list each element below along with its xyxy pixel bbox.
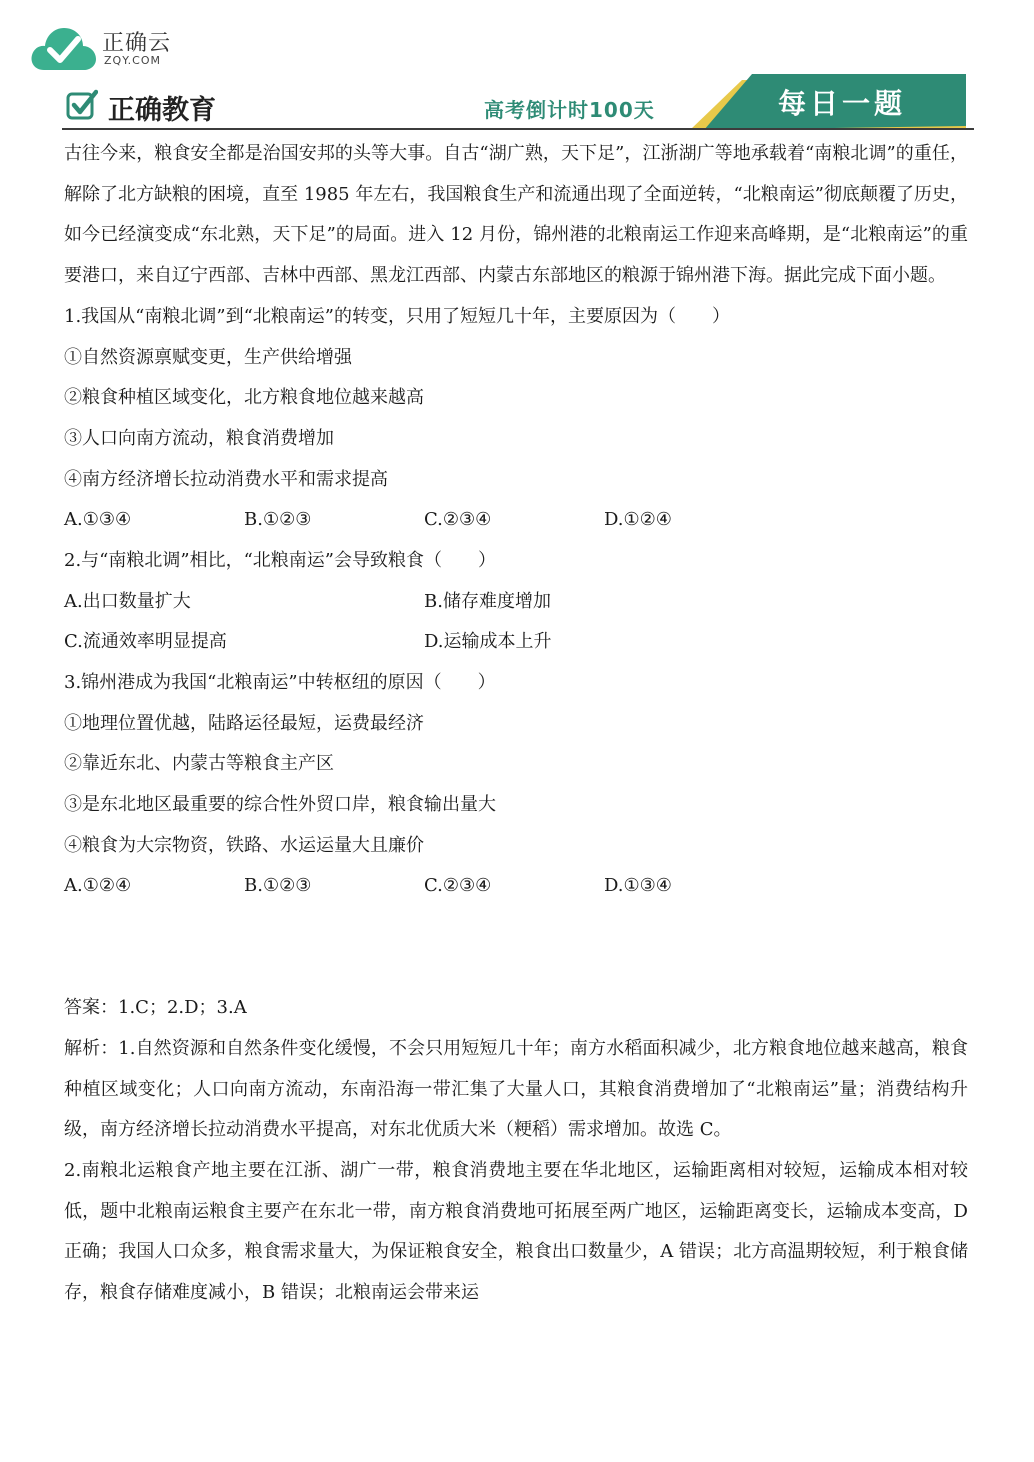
- header-divider: [62, 128, 974, 130]
- intro-passage: 古往今来，粮食安全都是治国安邦的头等大事。自古“湖广熟，天下足”，江浙湖广等地承载着“南粮北调”的重任，解除了北方缺粮的困境，直至 1985 年左右，我国粮食生产和流通出现了全面逆转，“北粮南运”彻底颠覆了历史，如今已经演变成“东北熟，天下足”的局面。进入 12 月份，锦州港的北粮南运工作迎来高峰期，是“北粮南运”的重要港口，来自辽宁西部、吉林中西部、黑龙江西部、内蒙古东部地区的粮源于锦州港下海。据此完成下面小题。: [64, 143, 968, 287]
- question-content: [64, 134, 968, 1314]
- question-1-item: ③人口向南方流动，粮食消费增加: [64, 427, 334, 449]
- option-c: C.流通效率明显提高: [64, 631, 227, 653]
- option-a: A.出口数量扩大: [64, 590, 191, 612]
- question-1-item: ①自然资源禀赋变更，生产供给增强: [64, 346, 352, 368]
- question-3-item: ④粮食为大宗物资，铁路、水运运量大且廉价: [64, 834, 424, 856]
- question-1-item: ②粮食种植区域变化，北方粮食地位越来越高: [64, 387, 424, 409]
- countdown-label: 高考倒计时100天: [484, 98, 655, 122]
- option-b: B.储存难度增加: [424, 590, 551, 612]
- answer-line: 答案：1.C；2.D；3.A: [64, 997, 247, 1019]
- ribbon-title: 每日一题: [778, 87, 907, 120]
- checkbox-icon: [66, 88, 98, 120]
- option-a: A.①②④: [64, 875, 132, 897]
- question-3-options: [64, 866, 968, 907]
- question-3-item: ①地理位置优越，陆路运径最短，运费最经济: [64, 712, 424, 734]
- option-b: B.①②③: [244, 509, 312, 531]
- question-1-stem: 1.我国从“南粮北调”到“北粮南运”的转变，只用了短短几十年，主要原因为（ ）: [64, 305, 730, 327]
- option-d: D.运输成本上升: [424, 631, 552, 653]
- question-2-options: [64, 622, 968, 663]
- question-1-options: [64, 500, 968, 541]
- question-3-item: ②靠近东北、内蒙古等粮食主产区: [64, 753, 334, 775]
- option-a: A.①③④: [64, 509, 132, 531]
- option-b: B.①②③: [244, 875, 312, 897]
- analysis-paragraph: 2.南粮北运粮食产地主要在江浙、湖广一带，粮食消费地主要在华北地区，运输距离相对较短，运输成本相对较低，题中北粮南运粮食主要产在东北一带，南方粮食消费地可拓展至两广地区，运输距离变长，运输成本变高，D 正确；我国人口众多，粮食需求量大，为保证粮食安全，粮食出口数量少，A 错误；北方高温期较短，利于粮食储存，粮食存储难度减小，B 错误；北粮南运会带来运: [64, 1159, 968, 1304]
- option-d: D.①③④: [604, 875, 672, 897]
- question-3-item: ③是东北地区最重要的综合性外贸口岸，粮食输出量大: [64, 794, 496, 816]
- brand-name: 正确教育: [108, 95, 216, 126]
- zqy-logo: [30, 22, 180, 74]
- question-1-item: ④南方经济增长拉动消费水平和需求提高: [64, 468, 388, 490]
- option-c: C.②③④: [424, 875, 492, 897]
- option-c: C.②③④: [424, 509, 492, 531]
- question-2-stem: 2.与“南粮北调”相比，“北粮南运”会导致粮食（ ）: [64, 549, 496, 571]
- analysis-paragraph: 解析：1.自然资源和自然条件变化缓慢，不会只用短短几十年；南方水稻面积减少，北方粮食地位越来越高，粮食种植区域变化；人口向南方流动，东南沿海一带汇集了大量人口，其粮食消费增加了“北粮南运”量；消费结构升级，南方经济增长拉动消费水平提高，对东北优质大米（粳稻）需求增加。故选 C。: [64, 1037, 968, 1141]
- logo-name: 正确云: [102, 31, 172, 56]
- cloud-check-icon: [30, 22, 98, 74]
- question-3-stem: 3.锦州港成为我国“北粮南运”中转枢纽的原因（ ）: [64, 672, 496, 693]
- option-d: D.①②④: [604, 509, 672, 531]
- spacer: [64, 907, 968, 988]
- question-2-options: [64, 582, 968, 623]
- logo-url: ZQY.COM: [104, 54, 162, 67]
